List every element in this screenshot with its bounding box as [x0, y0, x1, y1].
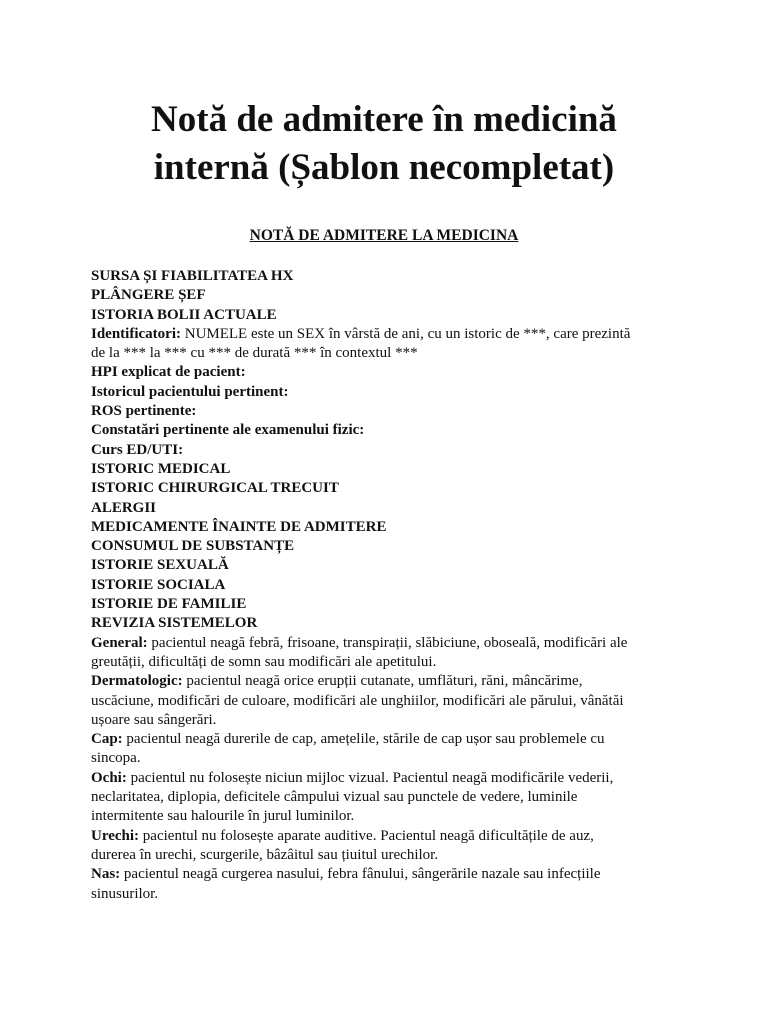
- ros-cap: [91, 730, 691, 749]
- ros-dermatologic: [91, 672, 691, 691]
- heading-istoric-chirurgical: ISTORIC CHIRURGICAL TRECUIT: [91, 480, 339, 497]
- document-body: [91, 267, 691, 904]
- ros-ochi-text-3: intermitente sau halourile în jurul luminilor.: [91, 808, 355, 825]
- ros-nas: [91, 865, 691, 884]
- ros-ochi-text-1: pacientul nu folosește niciun mijloc vizual. Pacientul neagă modificările vederii,: [126, 769, 614, 786]
- ros-dermatologic-text-3: ușoare sau sângerări.: [91, 711, 217, 728]
- heading-revizia: REVIZIA SISTEMELOR: [91, 615, 258, 632]
- identificatori-text-1: NUMELE este un SEX în vârstă de ani, cu un istoric de ***, care prezintă: [180, 325, 631, 342]
- ros-general-label: General:: [91, 634, 148, 651]
- heading-sursa: SURSA ȘI FIABILITATEA HX: [91, 268, 294, 284]
- heading-istoric-medical: ISTORIC MEDICAL: [91, 460, 231, 477]
- document-title: [0, 96, 768, 192]
- heading-istoria-bolii: ISTORIA BOLII ACTUALE: [91, 306, 277, 323]
- ros-urechi-text-1: pacientul nu folosește aparate auditive. Pacientul neagă dificultățile de auz,: [139, 827, 594, 844]
- ros-cap-text-2: sincopa.: [91, 750, 141, 767]
- ros-ochi-text-2: neclaritatea, diplopia, deficitele câmpului vizual sau punctele de vedere, luminile: [91, 789, 578, 806]
- identificatori-text-2: de la *** la *** cu *** de durată *** în contextul ***: [91, 345, 418, 362]
- ros-general-text-1: pacientul neagă febră, frisoane, transpirații, slăbiciune, oboseală, modificări ale: [147, 634, 628, 651]
- heading-istorie-sexuala: ISTORIE SEXUALĂ: [91, 557, 229, 574]
- field-hpi: HPI explicat de pacient:: [91, 364, 246, 381]
- heading-alergii: ALERGII: [91, 499, 157, 516]
- title-line-2: internă (Șablon necompletat): [153, 147, 615, 188]
- heading-plangere: PLÂNGERE ȘEF: [91, 287, 206, 304]
- ros-general: [91, 634, 691, 653]
- ros-urechi: [91, 827, 691, 846]
- heading-istorie-sociala: ISTORIE SOCIALA: [91, 576, 226, 593]
- ros-ochi-label: Ochi:: [91, 769, 127, 786]
- ros-cap-text-1: pacientul neagă durerile de cap, amețelile, stările de cap ușor sau problemele cu: [122, 731, 605, 748]
- ros-dermatologic-text-2: uscăciune, modificări de culoare, modificări ale unghiilor, modificări ale părului, vânătăi: [91, 692, 624, 709]
- ros-general-text-2: greutății, dificultăți de somn sau modificări ale apetitului.: [91, 653, 437, 670]
- heading-medicamente: MEDICAMENTE ÎNAINTE DE ADMITERE: [91, 518, 387, 535]
- section-subtitle: NOTĂ DE ADMITERE LA MEDICINA: [249, 227, 519, 244]
- ros-dermatologic-label: Dermatologic:: [91, 673, 183, 690]
- title-line-1: Notă de admitere în medicină: [151, 99, 617, 140]
- heading-istorie-familie: ISTORIE DE FAMILIE: [91, 596, 247, 613]
- identificatori-paragraph: [91, 325, 691, 344]
- field-ros: ROS pertinente:: [91, 403, 197, 420]
- field-curs: Curs ED/UTI:: [91, 441, 184, 458]
- identificatori-label: Identificatori:: [91, 325, 181, 342]
- ros-dermatologic-text-1: pacientul neagă orice erupții cutanate, umflături, răni, mâncărime,: [182, 673, 583, 690]
- ros-nas-text-2: sinusurilor.: [91, 885, 159, 902]
- ros-urechi-text-2: durerea în urechi, scurgerile, bâzâitul sau țiuitul urechilor.: [91, 846, 439, 863]
- ros-nas-text-1: pacientul neagă curgerea nasului, febra fânului, sângerările nazale sau infecțiile: [120, 866, 601, 883]
- field-constatari: Constatări pertinente ale examenului fizic:: [91, 422, 365, 439]
- ros-urechi-label: Urechi:: [91, 827, 140, 844]
- ros-nas-label: Nas:: [91, 866, 121, 883]
- ros-cap-label: Cap:: [91, 731, 123, 748]
- ros-ochi: [91, 769, 691, 788]
- field-istoricul: Istoricul pacientului pertinent:: [91, 383, 289, 400]
- heading-consumul: CONSUMUL DE SUBSTANȚE: [91, 538, 295, 555]
